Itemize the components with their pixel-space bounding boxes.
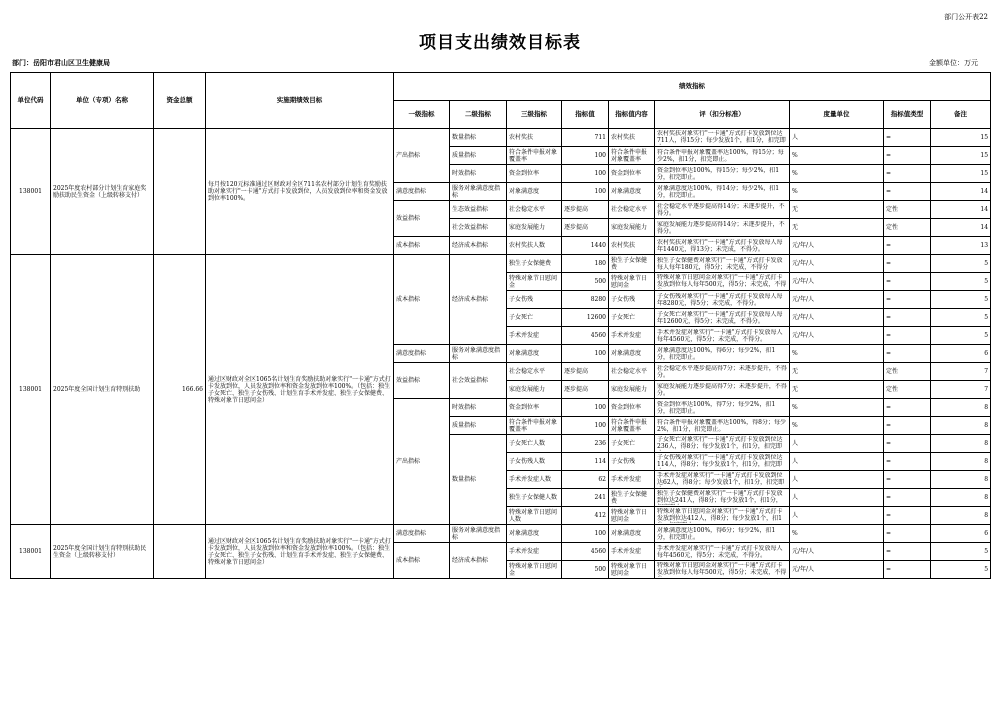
type-cell: = xyxy=(884,435,931,453)
remark-cell: 8 xyxy=(931,507,991,525)
level2-cell: 数量指标 xyxy=(450,435,507,525)
header-measure: 度量单位 xyxy=(790,101,884,129)
scoring-text: 对象满意度达100%，得14分；每少2%，扣1分，扣完即止。 xyxy=(657,184,780,199)
scoring-text: 社会稳定水平逐步提高得14分；未逐步提升，不得分。 xyxy=(657,202,785,217)
remark-cell: 15 xyxy=(931,147,991,165)
measure-cell: % xyxy=(790,417,884,435)
value-content-cell: 子女伤残 xyxy=(609,291,655,309)
value-content-cell: 手术并发症 xyxy=(609,327,655,345)
value-cell: 100 xyxy=(562,165,609,183)
scoring-text: 家庭发展能力逐步提高得14分；未逐步提升，不得分。 xyxy=(657,220,785,235)
scoring-cell xyxy=(655,129,790,147)
level2-cell: 服务对象满意度指标 xyxy=(450,345,507,363)
value-cell: 100 xyxy=(562,183,609,201)
level2-cell: 社会效益指标 xyxy=(450,219,507,237)
header-unit-code: 单位代码 xyxy=(11,73,51,129)
scoring-text: 家庭发展能力逐步提高得7分；未逐步提升，不得分。 xyxy=(657,382,787,397)
scoring-text: 农村奖扶对象实行"一卡通"方式打卡发放每人每年1440元，得13分；未完成，不得分。 xyxy=(657,238,783,253)
value-cell: 逐步提高 xyxy=(562,381,609,399)
measure-cell: % xyxy=(790,147,884,165)
type-cell: 定性 xyxy=(884,363,931,381)
level3-cell: 独生子女保健人数 xyxy=(507,489,562,507)
level3-cell: 资金到位率 xyxy=(507,399,562,417)
level3-cell: 子女伤残 xyxy=(507,291,562,309)
fund-total-cell xyxy=(154,129,206,255)
measure-cell: % xyxy=(790,345,884,363)
type-cell: = xyxy=(884,489,931,507)
table-row xyxy=(11,525,991,543)
value-content-cell: 对象满意度 xyxy=(609,183,655,201)
level1-cell: 满意度指标 xyxy=(394,183,450,201)
value-cell: 8280 xyxy=(562,291,609,309)
measure-cell: 无 xyxy=(790,363,884,381)
scoring-text: 子女伤残对象实行"一卡通"方式打卡发放每人每年8280元，得5分；未完成，不得分。 xyxy=(657,292,783,307)
header-level3: 三级指标 xyxy=(507,101,562,129)
type-cell: = xyxy=(884,309,931,327)
measure-cell: 无 xyxy=(790,219,884,237)
scoring-text: 资金到位率达100%，得7分；每少2%，扣1分，扣完即止。 xyxy=(657,400,776,415)
scoring-cell xyxy=(655,165,790,183)
scoring-text: 特殊对象节日慰问金对象实行"一卡通"方式打卡发放到位每人每年500元，得5分；未完成，不得 xyxy=(657,274,787,288)
value-cell: 241 xyxy=(562,489,609,507)
value-content-cell: 子女死亡 xyxy=(609,435,655,453)
value-cell: 100 xyxy=(562,399,609,417)
remark-cell: 8 xyxy=(931,453,991,471)
type-cell: = xyxy=(884,525,931,543)
scoring-cell xyxy=(655,381,790,399)
value-content-cell: 特殊对象节日慰问金 xyxy=(609,273,655,291)
level3-cell: 农村奖扶人数 xyxy=(507,237,562,255)
value-content-cell: 农村奖扶 xyxy=(609,129,655,147)
unit-code-cell: 138001 xyxy=(11,129,51,255)
type-cell: = xyxy=(884,237,931,255)
measure-cell: % xyxy=(790,183,884,201)
value-content-cell: 资金到位率 xyxy=(609,399,655,417)
remark-cell: 5 xyxy=(931,255,991,273)
level3-cell: 子女死亡人数 xyxy=(507,435,562,453)
level3-cell: 特殊对象节日慰问人数 xyxy=(507,507,562,525)
remark-cell: 8 xyxy=(931,435,991,453)
type-cell: = xyxy=(884,507,931,525)
unit-code-cell: 138001 xyxy=(11,525,51,579)
scoring-text: 对象满意度达100%，得6分；每少2%，扣1分，扣完即止。 xyxy=(657,526,776,541)
remark-cell: 8 xyxy=(931,489,991,507)
scoring-cell xyxy=(655,309,790,327)
level3-cell: 特殊对象节日慰问金 xyxy=(507,561,562,579)
scoring-text: 独生子女保健费对象实行"一卡通"方式打卡发放每人每年180元，得5分；未完成，不得分 xyxy=(657,256,783,271)
measure-cell: 人 xyxy=(790,435,884,453)
value-cell: 逐步提高 xyxy=(562,201,609,219)
target-cell: 通过区财政对全区1065名计划生育奖励扶助对象实行"一卡通"方式打卡发放到位，人员发放到位率和资金发放到位率100%。（包括：独生子女死亡、独生子女伤残、计划生育手术并发症、独生子女保健费、特殊对象节日慰问金） xyxy=(206,525,394,579)
level1-cell: 成本指标 xyxy=(394,237,450,255)
value-content-cell: 特殊对象节日慰问金 xyxy=(609,507,655,525)
type-cell: = xyxy=(884,183,931,201)
remark-cell: 14 xyxy=(931,201,991,219)
value-content-cell: 符合条件申报对象覆盖率 xyxy=(609,147,655,165)
header-target: 实施期绩效目标 xyxy=(206,73,394,129)
level2-cell: 服务对象满意度指标 xyxy=(450,183,507,201)
level1-cell: 效益指标 xyxy=(394,201,450,237)
level2-cell: 服务对象满意度指标 xyxy=(450,525,507,543)
scoring-cell xyxy=(655,219,790,237)
scoring-text: 对象满意度达100%，得6分；每少2%，扣1分，扣完即止。 xyxy=(657,346,776,361)
type-cell: = xyxy=(884,165,931,183)
project-name-cell: 2025年度全国计划生育特别扶助民生资金（上级转移支付） xyxy=(51,525,154,579)
level3-cell: 独生子女保健费 xyxy=(507,255,562,273)
type-cell: = xyxy=(884,291,931,309)
level3-cell: 手术并发症人数 xyxy=(507,471,562,489)
value-content-cell: 独生子女保健费 xyxy=(609,255,655,273)
measure-cell: 元/年/人 xyxy=(790,273,884,291)
remark-cell: 5 xyxy=(931,543,991,561)
scoring-cell xyxy=(655,363,790,381)
level3-cell: 子女伤残人数 xyxy=(507,453,562,471)
type-cell: = xyxy=(884,345,931,363)
measure-cell: 人 xyxy=(790,507,884,525)
level2-cell: 时效指标 xyxy=(450,399,507,417)
measure-cell: 人 xyxy=(790,489,884,507)
measure-cell: 元/年/人 xyxy=(790,255,884,273)
measure-cell: % xyxy=(790,399,884,417)
scoring-cell xyxy=(655,201,790,219)
level2-cell: 经济成本指标 xyxy=(450,237,507,255)
remark-cell: 5 xyxy=(931,309,991,327)
scoring-cell xyxy=(655,453,790,471)
value-cell: 12600 xyxy=(562,309,609,327)
type-cell: = xyxy=(884,453,931,471)
value-cell: 100 xyxy=(562,525,609,543)
value-cell: 100 xyxy=(562,345,609,363)
level3-cell: 家庭发展能力 xyxy=(507,381,562,399)
value-content-cell: 对象满意度 xyxy=(609,345,655,363)
type-cell: = xyxy=(884,255,931,273)
measure-cell: 元/年/人 xyxy=(790,543,884,561)
scoring-text: 特殊对象节日慰问金对象实行"一卡通"方式打卡发放到位达412人，得8分；每少发放1个，扣1 xyxy=(657,508,783,522)
type-cell: = xyxy=(884,399,931,417)
project-name-cell: 2025年度全国计划生育特别扶助 xyxy=(51,255,154,525)
measure-cell: 无 xyxy=(790,381,884,399)
remark-cell: 5 xyxy=(931,291,991,309)
type-cell: = xyxy=(884,561,931,579)
scoring-text: 手术并发症对象实行"一卡通"方式打卡发放每人每年4560元，得5分；未完成，不得分。 xyxy=(657,544,783,559)
scoring-cell xyxy=(655,507,790,525)
value-content-cell: 独生子女保健费 xyxy=(609,489,655,507)
fund-total-cell: 166.66 xyxy=(154,255,206,525)
level3-cell: 手术并发症 xyxy=(507,543,562,561)
header-value: 指标值 xyxy=(562,101,609,129)
level2-cell: 社会效益指标 xyxy=(450,363,507,399)
value-content-cell: 特殊对象节日慰问金 xyxy=(609,561,655,579)
value-cell: 4560 xyxy=(562,543,609,561)
remark-cell: 5 xyxy=(931,273,991,291)
value-cell: 1440 xyxy=(562,237,609,255)
remark-cell: 6 xyxy=(931,345,991,363)
type-cell: = xyxy=(884,417,931,435)
remark-cell: 7 xyxy=(931,381,991,399)
target-cell: 通过区财政对全区1065名计划生育奖励扶助对象实行"一卡通"方式打卡发放到位，人员发放到位率和资金发放到位率100%。（包括：独生子女死亡、独生子女伤残、计划生育手术并发症、独生子女保健费、特殊对象节日慰问金） xyxy=(206,255,394,525)
measure-cell: % xyxy=(790,525,884,543)
header-fund-total: 资金总额 xyxy=(154,73,206,129)
level3-cell: 特殊对象节日慰问金 xyxy=(507,273,562,291)
level3-cell: 家庭发展能力 xyxy=(507,219,562,237)
scoring-text: 独生子女保健费对象实行"一卡通"方式打卡发放到位达241人，得8分；每少发放1个，扣1分， xyxy=(657,490,783,504)
fund-total-cell xyxy=(154,525,206,579)
value-cell: 逐步提高 xyxy=(562,219,609,237)
level3-cell: 对象满意度 xyxy=(507,183,562,201)
scoring-cell xyxy=(655,147,790,165)
level2-cell: 时效指标 xyxy=(450,165,507,183)
type-cell: = xyxy=(884,273,931,291)
level3-cell: 手术并发症 xyxy=(507,327,562,345)
project-name-cell: 2025年度农村部分计划生育家庭奖励扶助民生资金（上级转移支付） xyxy=(51,129,154,255)
level1-cell: 效益指标 xyxy=(394,363,450,399)
scoring-cell xyxy=(655,399,790,417)
type-cell: 定性 xyxy=(884,219,931,237)
scoring-cell xyxy=(655,345,790,363)
value-content-cell: 农村奖扶 xyxy=(609,237,655,255)
scoring-text: 社会稳定水平逐步提高得7分；未逐步提升，不得分。 xyxy=(657,364,787,379)
header-project-name: 单位（专项）名称 xyxy=(51,73,154,129)
scoring-text: 子女死亡对象实行"一卡通"方式打卡发放每人每年12600元，得5分；未完成，不得分。 xyxy=(657,310,783,325)
remark-cell: 15 xyxy=(931,129,991,147)
scoring-cell xyxy=(655,435,790,453)
value-cell: 180 xyxy=(562,255,609,273)
remark-cell: 6 xyxy=(931,525,991,543)
type-cell: 定性 xyxy=(884,381,931,399)
header-remark: 备注 xyxy=(931,101,991,129)
header-level2: 二级指标 xyxy=(450,101,507,129)
level2-cell: 质量指标 xyxy=(450,147,507,165)
scoring-text: 手术并发症对象实行"一卡通"方式打卡发放每人每年4560元，得5分；未完成，不得分。 xyxy=(657,328,783,343)
scoring-cell xyxy=(655,489,790,507)
remark-cell: 5 xyxy=(931,327,991,345)
scoring-text: 符合条件申报对象覆盖率达100%，得8分；每少2%，扣1分，扣完即止。 xyxy=(657,418,786,433)
scoring-text: 子女伤残对象实行"一卡通"方式打卡发放到位达114人，得8分；每少发放1个，扣1分，扣完即 xyxy=(657,454,783,468)
department-label: 部门：岳阳市君山区卫生健康局 xyxy=(12,58,110,67)
scoring-cell xyxy=(655,543,790,561)
measure-cell: 元/年/人 xyxy=(790,291,884,309)
measure-cell: 人 xyxy=(790,471,884,489)
value-cell: 100 xyxy=(562,417,609,435)
remark-cell: 15 xyxy=(931,165,991,183)
value-cell: 236 xyxy=(562,435,609,453)
remark-cell: 13 xyxy=(931,237,991,255)
performance-table xyxy=(10,72,991,579)
scoring-cell xyxy=(655,255,790,273)
value-content-cell: 社会稳定水平 xyxy=(609,363,655,381)
level2-cell: 经济成本指标 xyxy=(450,543,507,579)
value-cell: 62 xyxy=(562,471,609,489)
unit-code-cell: 138001 xyxy=(11,255,51,525)
measure-cell: 元/年/人 xyxy=(790,327,884,345)
value-content-cell: 社会稳定水平 xyxy=(609,201,655,219)
scoring-cell xyxy=(655,183,790,201)
level3-cell: 资金到位率 xyxy=(507,165,562,183)
remark-cell: 8 xyxy=(931,417,991,435)
scoring-text: 特殊对象节日慰问金对象实行"一卡通"方式打卡发放到位每人每年500元，得5分；未完成，不得 xyxy=(657,562,787,576)
value-content-cell: 家庭发展能力 xyxy=(609,219,655,237)
level2-cell: 数量指标 xyxy=(450,129,507,147)
type-cell: 定性 xyxy=(884,201,931,219)
value-content-cell: 手术并发症 xyxy=(609,471,655,489)
level3-cell: 社会稳定水平 xyxy=(507,363,562,381)
scoring-text: 手术并发症对象实行"一卡通"方式打卡发放到位达62人，得8分；每少发放1个，扣1分，扣完即 xyxy=(657,472,785,486)
target-cell: 每月按120元标准通过区财政对全区711名农村部分计划生育奖励扶助对象实行"一卡通"方式打卡发放到位，人员发放到位率和资金发放到位率100%。 xyxy=(206,129,394,255)
value-cell: 500 xyxy=(562,561,609,579)
scoring-cell xyxy=(655,471,790,489)
level3-cell: 符合条件申报对象覆盖率 xyxy=(507,417,562,435)
header-type: 指标值类型 xyxy=(884,101,931,129)
scoring-cell xyxy=(655,561,790,579)
level3-cell: 子女死亡 xyxy=(507,309,562,327)
measure-cell: 元/年/人 xyxy=(790,237,884,255)
scoring-text: 资金到位率达100%，得15分；每少2%，扣1分，扣完即止。 xyxy=(657,166,780,181)
measure-cell: 无 xyxy=(790,201,884,219)
remark-cell: 14 xyxy=(931,219,991,237)
table-row xyxy=(11,255,991,273)
scoring-cell xyxy=(655,327,790,345)
level1-cell: 满意度指标 xyxy=(394,525,450,543)
value-cell: 711 xyxy=(562,129,609,147)
value-cell: 500 xyxy=(562,273,609,291)
remark-cell: 8 xyxy=(931,399,991,417)
measure-cell: 人 xyxy=(790,129,884,147)
type-cell: = xyxy=(884,471,931,489)
value-content-cell: 对象满意度 xyxy=(609,525,655,543)
value-content-cell: 符合条件申报对象覆盖率 xyxy=(609,417,655,435)
scoring-cell xyxy=(655,273,790,291)
level3-cell: 社会稳定水平 xyxy=(507,201,562,219)
type-cell: = xyxy=(884,327,931,345)
amount-unit-label: 金额单位：万元 xyxy=(929,59,978,67)
value-content-cell: 子女伤残 xyxy=(609,453,655,471)
value-cell: 100 xyxy=(562,147,609,165)
value-content-cell: 资金到位率 xyxy=(609,165,655,183)
page-title: 项目支出绩效目标表 xyxy=(419,33,581,53)
level1-cell: 成本指标 xyxy=(394,255,450,345)
level1-cell: 产出指标 xyxy=(394,129,450,183)
scoring-text: 子女死亡对象实行"一卡通"方式打卡发放到位达236人，得8分；每少发放1个，扣1分，扣完即 xyxy=(657,436,783,450)
value-cell: 412 xyxy=(562,507,609,525)
header-content: 指标值内容 xyxy=(609,101,655,129)
type-cell: = xyxy=(884,543,931,561)
value-cell: 4560 xyxy=(562,327,609,345)
value-cell: 114 xyxy=(562,453,609,471)
remark-cell: 7 xyxy=(931,363,991,381)
value-content-cell: 家庭发展能力 xyxy=(609,381,655,399)
scoring-text: 符合条件申报对象覆盖率达100%，得15分；每少2%，扣1分，扣完即止。 xyxy=(657,148,784,163)
value-content-cell: 子女死亡 xyxy=(609,309,655,327)
level1-cell: 成本指标 xyxy=(394,543,450,579)
measure-cell: % xyxy=(790,165,884,183)
header-perf-indicators: 绩效指标 xyxy=(394,73,991,101)
value-cell: 逐步提高 xyxy=(562,363,609,381)
table-row xyxy=(11,129,991,147)
level3-cell: 对象满意度 xyxy=(507,525,562,543)
level2-cell: 生态效益指标 xyxy=(450,201,507,219)
remark-cell: 8 xyxy=(931,471,991,489)
level1-cell: 满意度指标 xyxy=(394,345,450,363)
level1-cell: 产出指标 xyxy=(394,399,450,525)
remark-cell: 5 xyxy=(931,561,991,579)
measure-cell: 人 xyxy=(790,453,884,471)
measure-cell: 元/年/人 xyxy=(790,561,884,579)
scoring-cell xyxy=(655,237,790,255)
type-cell: = xyxy=(884,129,931,147)
value-content-cell: 手术并发症 xyxy=(609,543,655,561)
scoring-text: 农村奖扶对象实行"一卡通"方式打卡发放到位达711人，得15分；每少发放1个，扣1分，扣完即 xyxy=(657,130,786,144)
level3-cell: 对象满意度 xyxy=(507,345,562,363)
level2-cell: 质量指标 xyxy=(450,417,507,435)
scoring-cell xyxy=(655,417,790,435)
remark-cell: 14 xyxy=(931,183,991,201)
measure-cell: 元/年/人 xyxy=(790,309,884,327)
level3-cell: 符合条件申报对象覆盖率 xyxy=(507,147,562,165)
scoring-cell xyxy=(655,525,790,543)
level3-cell: 农村奖扶 xyxy=(507,129,562,147)
page-corner-label: 部门公开表22 xyxy=(944,13,988,21)
level2-cell: 经济成本指标 xyxy=(450,255,507,345)
header-level1: 一级指标 xyxy=(394,101,450,129)
scoring-cell xyxy=(655,291,790,309)
type-cell: = xyxy=(884,147,931,165)
header-scoring: 评（扣分标准） xyxy=(655,101,790,129)
